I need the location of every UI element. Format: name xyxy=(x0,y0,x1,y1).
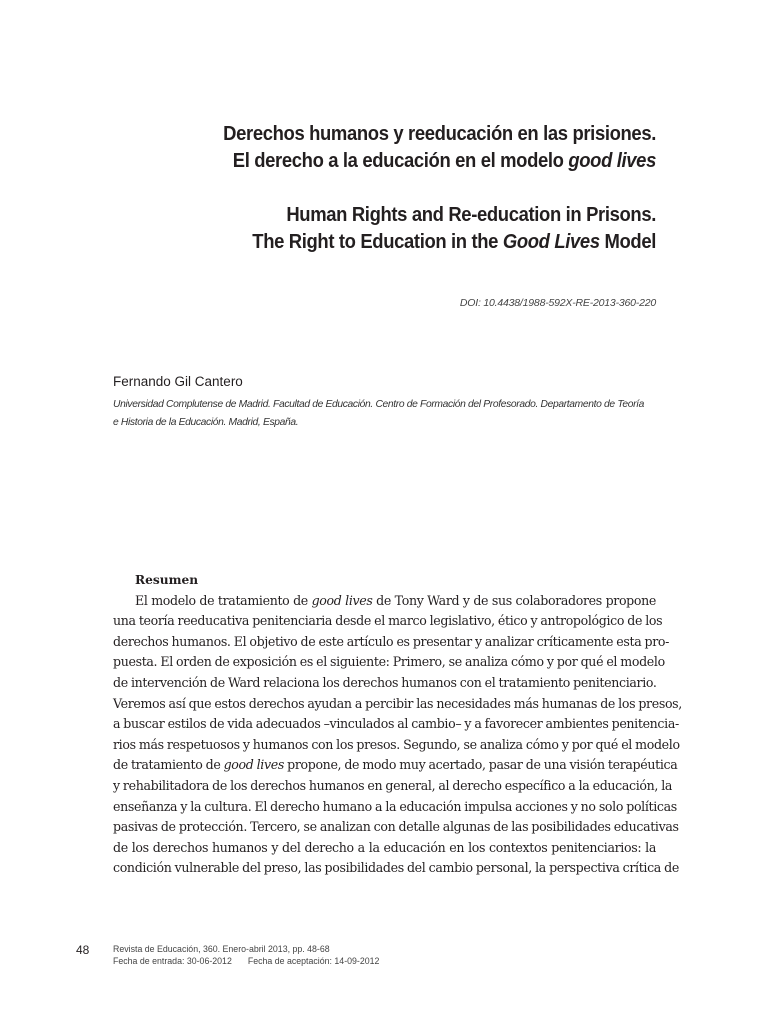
abstract-line xyxy=(113,591,656,612)
title-es-line-1: Derechos humanos y reeducación en las prisiones. xyxy=(223,122,656,145)
abstract-line: de intervención de Ward relaciona los derechos humanos con el tratamiento penitenciario. xyxy=(113,674,657,690)
journal-citation: Revista de Educación, 360. Enero-abril 2013, pp. 48-68 xyxy=(113,944,330,954)
abstract-line: y rehabilitadora de los derechos humanos en general, al derecho específico a la educación, la xyxy=(113,777,673,793)
title-en-line-2 xyxy=(167,228,656,255)
title-spacer xyxy=(167,174,656,201)
title-en-emphasis: Good Lives xyxy=(502,230,600,253)
abstract-line: pasivas de protección. Tercero, se analizan con detalle algunas de las posibilidades educativas xyxy=(113,819,679,835)
abstract-line-text: de Tony Ward y de sus colaboradores propone xyxy=(372,592,656,608)
title-es-line-2-text: El derecho a la educación en el modelo xyxy=(232,149,569,172)
abstract-line xyxy=(113,755,678,776)
title-en-line-2-text: The Right to Education in the xyxy=(252,230,503,253)
page-number: 48 xyxy=(76,943,90,957)
abstract-line: puesta. El orden de exposición es el siguiente: Primero, se analiza cómo y por qué el modelo xyxy=(113,654,665,670)
affiliation-line-2: e Historia de la Educación. Madrid, España. xyxy=(113,417,299,428)
title-en-line-1: Human Rights and Re-education in Prisons. xyxy=(286,203,656,226)
abstract-line: derechos humanos. El objetivo de este artículo es presentar y analizar críticamente esta pro- xyxy=(113,633,670,649)
doi-reference: DOI: 10.4438/1988-592X-RE-2013-360-220 xyxy=(459,297,656,309)
author-name: Fernando Gil Cantero xyxy=(113,374,243,389)
article-title xyxy=(167,120,656,255)
accepted-date: Fecha de aceptación: 14-09-2012 xyxy=(247,956,380,966)
abstract xyxy=(113,570,682,879)
submission-dates xyxy=(113,955,379,967)
received-date: Fecha de entrada: 30-06-2012 xyxy=(113,956,232,966)
abstract-line-text: El modelo de tratamiento de xyxy=(135,592,312,608)
abstract-line: enseñanza y la cultura. El derecho humano a la educación impulsa acciones y no solo políticas xyxy=(113,798,677,814)
abstract-emphasis: good lives xyxy=(223,757,284,773)
abstract-line: de los derechos humanos y del derecho a la educación en los contextos penitenciarios: la xyxy=(113,839,656,855)
abstract-line-text: propone, de modo muy acertado, pasar de una visión terapéutica xyxy=(283,757,678,773)
abstract-heading: Resumen xyxy=(135,573,199,587)
abstract-line: condición vulnerable del preso, las posibilidades del cambio personal, la perspectiva crítica de xyxy=(113,860,679,876)
affiliation-line-1: Universidad Complutense de Madrid. Facultad de Educación. Centro de Formación del Profesorado. Departamento de Teoría xyxy=(113,399,645,410)
abstract-line: Veremos así que estos derechos ayudan a percibir las necesidades más humanas de los presos, xyxy=(113,695,682,711)
title-es-line-2 xyxy=(167,147,656,174)
page-footer xyxy=(113,943,379,967)
abstract-emphasis: good lives xyxy=(311,592,373,608)
abstract-line: a buscar estilos de vida adecuados –vinculados al cambio– y a favorecer ambientes penitencia- xyxy=(113,716,679,732)
title-en-line-2-end: Model xyxy=(599,230,656,253)
title-es-emphasis: good lives xyxy=(568,149,656,172)
abstract-line: rios más respetuosos y humanos con los presos. Segundo, se analiza cómo y por qué el modelo xyxy=(113,736,680,752)
abstract-line-text: de tratamiento de xyxy=(113,757,224,773)
author-affiliation xyxy=(113,396,658,432)
abstract-line: una teoría reeducativa penitenciaria desde el marco legislativo, ético y antropológico de los xyxy=(113,613,663,629)
